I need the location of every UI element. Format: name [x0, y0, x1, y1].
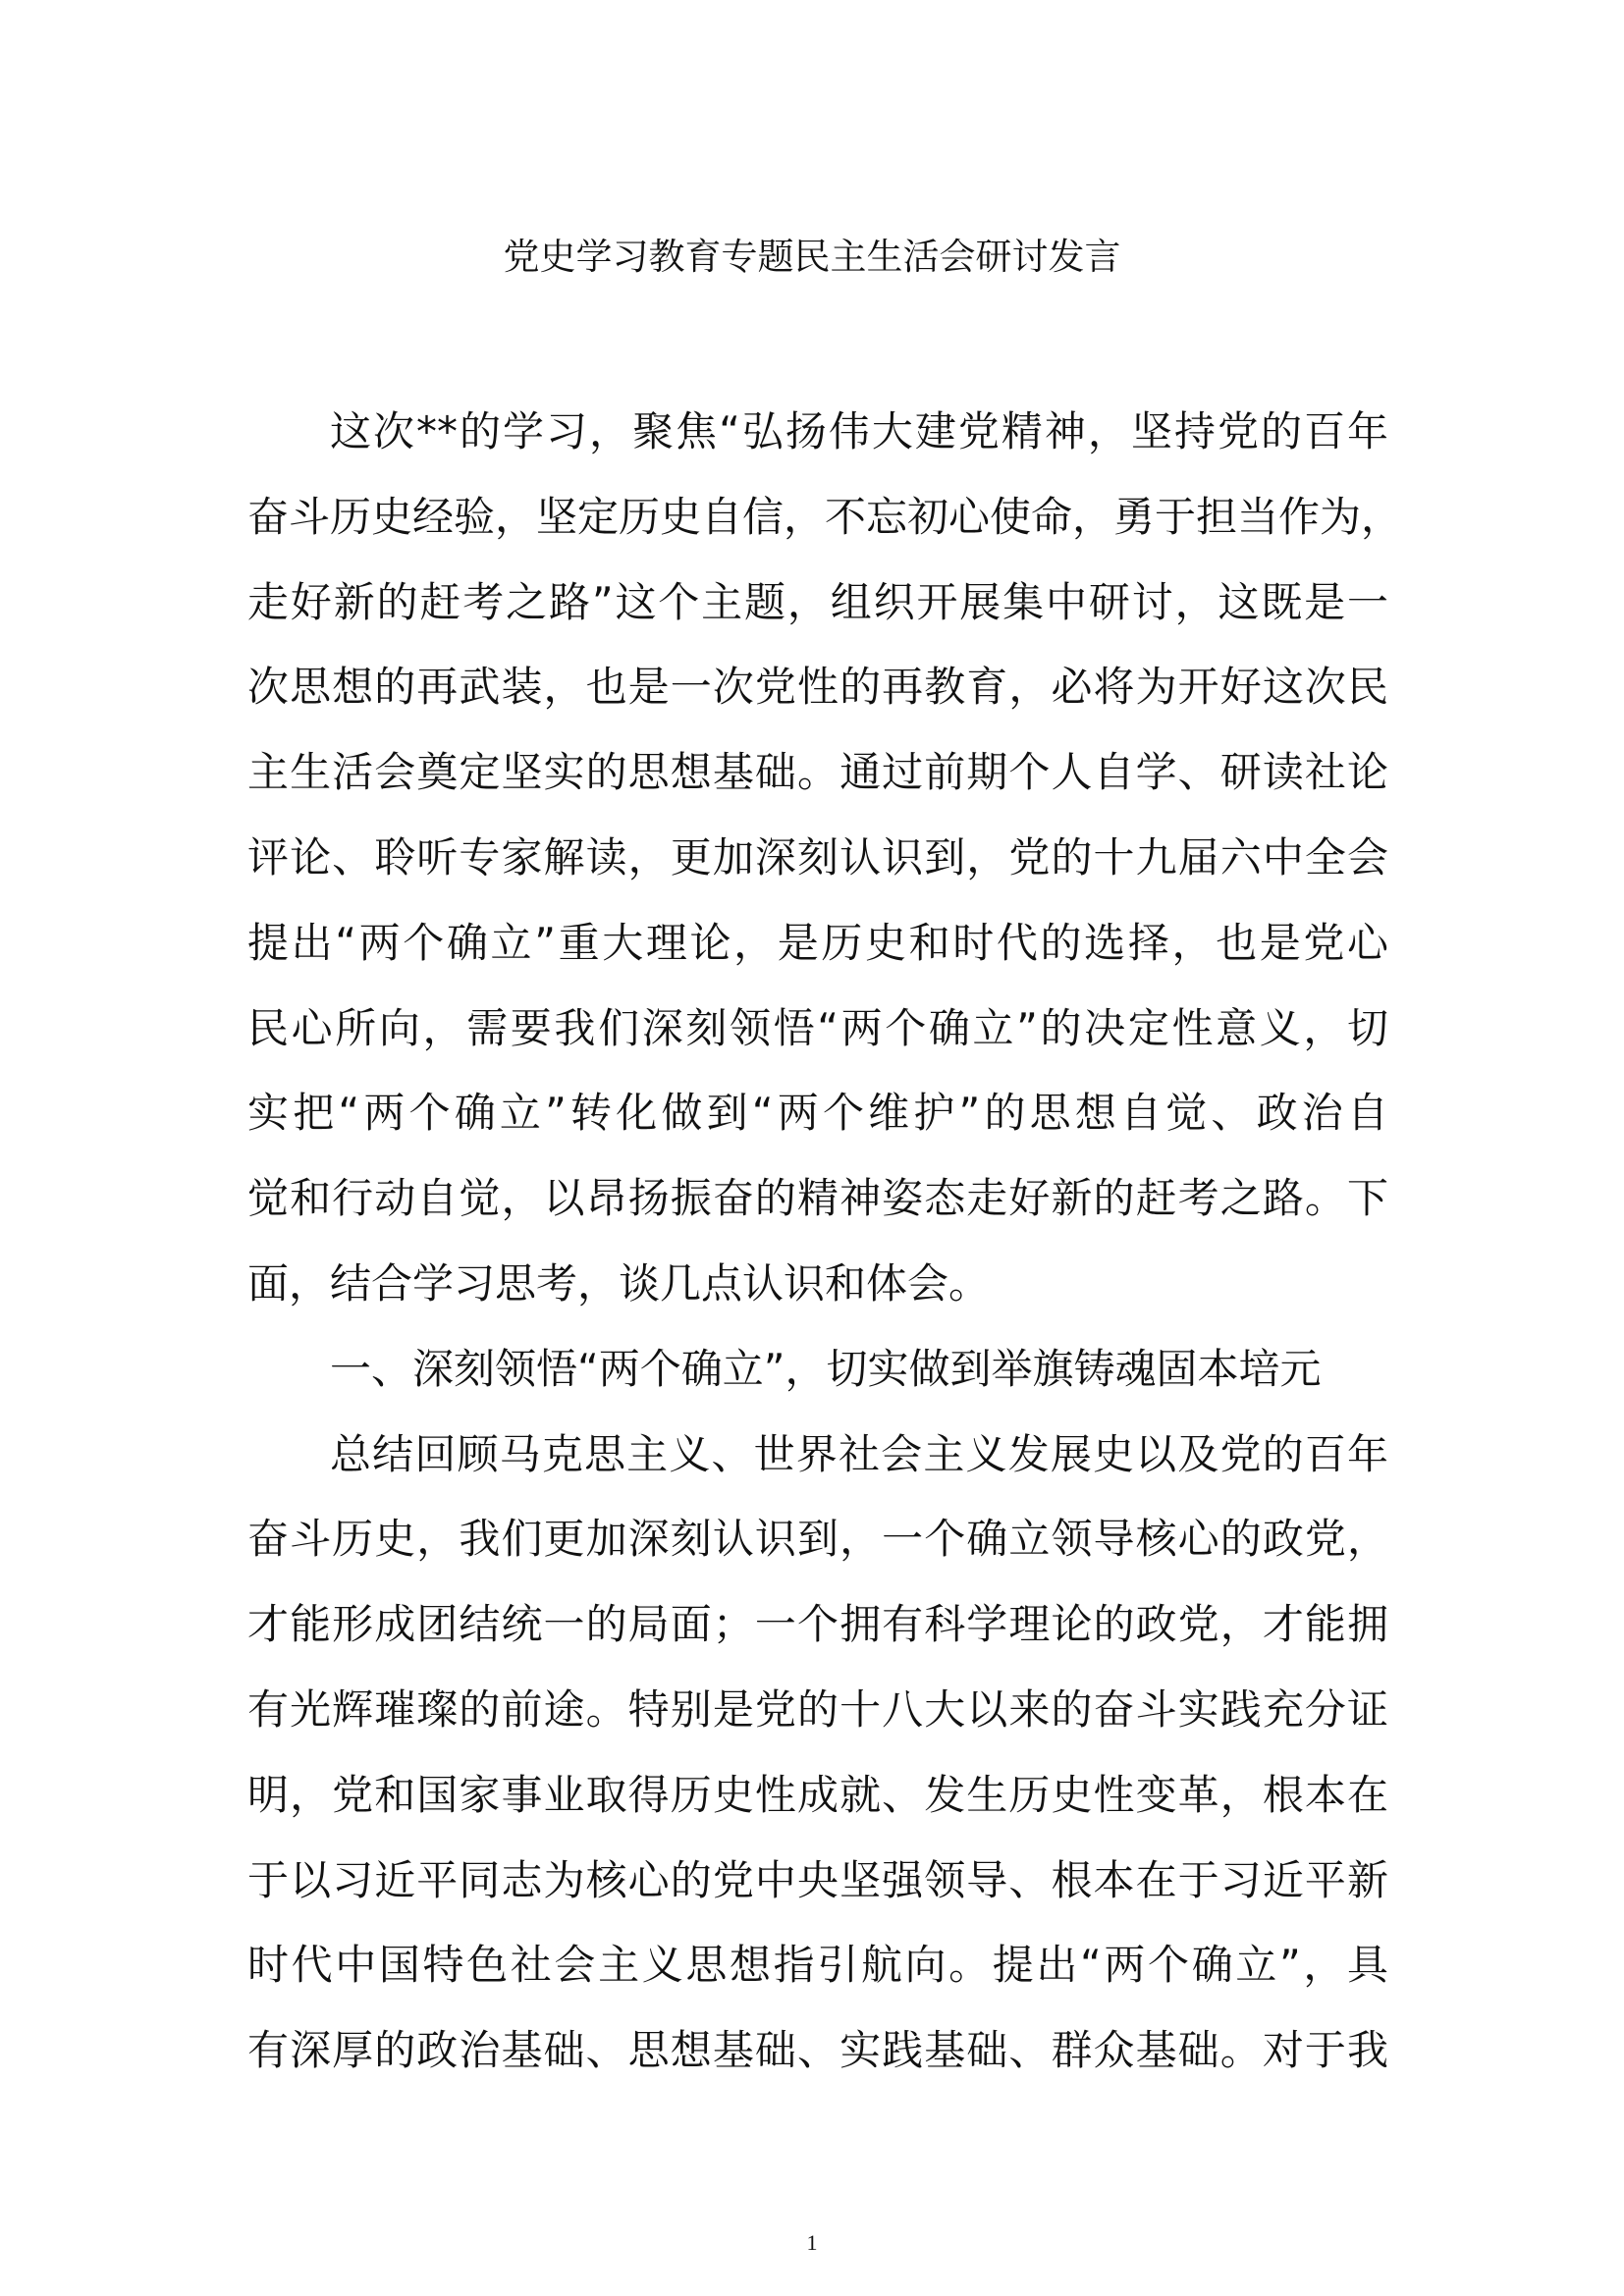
text-line: 民心所向，需要我们深刻领悟“两个确立”的决定性意义，切	[247, 1003, 1388, 1052]
document-title: 党史学习教育专题民主生活会研讨发言	[503, 236, 1121, 278]
text-line: 总结回顾马克思主义、世界社会主义发展史以及党的百年	[330, 1429, 1388, 1478]
text-line: 实把“两个确立”转化做到“两个维护”的思想自觉、政治自	[247, 1089, 1388, 1138]
section-heading: 一、深刻领悟“两个确立”，切实做到举旗铸魂固本培元	[330, 1344, 1322, 1393]
text-line: 时代中国特色社会主义思想指引航向。提出“两个确立”，具	[247, 1941, 1388, 1990]
text-line: 面，结合学习思考，谈几点认识和体会。	[247, 1258, 991, 1308]
page-number: 1	[806, 2230, 818, 2255]
text-line: 有光辉璀璨的前途。特别是党的十八大以来的奋斗实践充分证	[247, 1684, 1388, 1734]
text-line: 提出“两个确立”重大理论，是历史和时代的选择，也是党心	[247, 918, 1388, 967]
text-line: 走好新的赶考之路”这个主题，组织开展集中研讨，这既是一	[247, 577, 1388, 626]
text-line: 有深厚的政治基础、思想基础、实践基础、群众基础。对于我	[247, 2026, 1388, 2075]
text-line: 评论、聆听专家解读，更加深刻认识到，党的十九届六中全会	[247, 832, 1388, 881]
text-line: 主生活会奠定坚实的思想基础。通过前期个人自学、研读社论	[247, 748, 1388, 797]
text-line: 觉和行动自觉，以昂扬振奋的精神姿态走好新的赶考之路。下	[247, 1174, 1388, 1223]
text-line: 次思想的再武装，也是一次党性的再教育，必将为开好这次民	[247, 663, 1388, 712]
text-line: 明，党和国家事业取得历史性成就、发生历史性变革，根本在	[247, 1770, 1388, 1819]
text-line: 奋斗历史，我们更加深刻认识到，一个确立领导核心的政党，	[247, 1515, 1388, 1564]
text-line: 于以习近平同志为核心的党中央坚强领导、根本在于习近平新	[247, 1855, 1388, 1904]
text-line: 才能形成团结统一的局面；一个拥有科学理论的政党，才能拥	[247, 1600, 1388, 1649]
document-body	[247, 390, 1403, 2094]
text-line: 奋斗历史经验，坚定历史自信，不忘初心使命，勇于担当作为，	[247, 492, 1403, 541]
text-line: 这次**的学习，聚焦“弘扬伟大建党精神，坚持党的百年	[330, 407, 1388, 455]
